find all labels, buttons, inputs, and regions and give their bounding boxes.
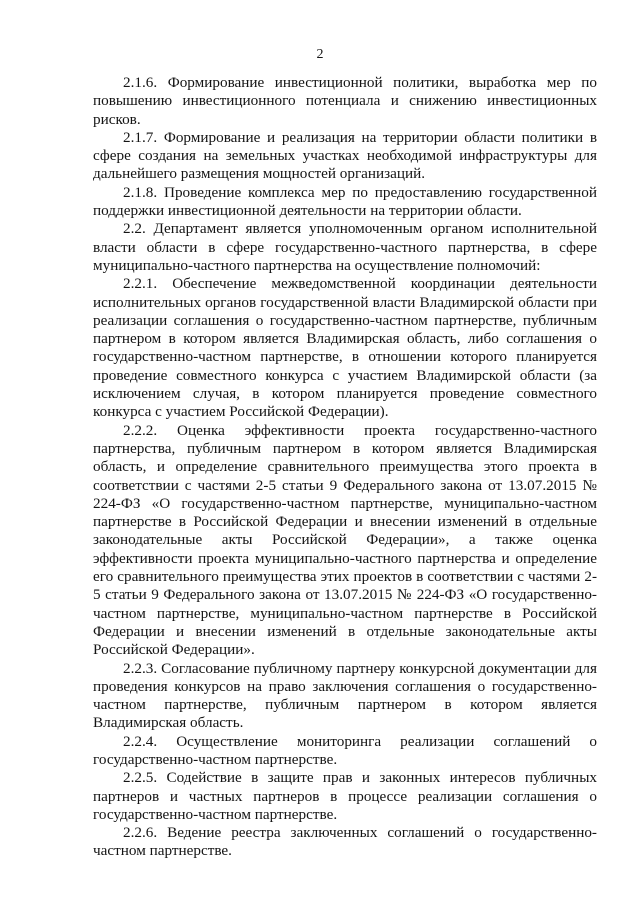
paragraph-2-2-6: 2.2.6. Ведение реестра заключенных соглашений о государственно-частном партнерстве. bbox=[93, 824, 597, 860]
paragraph-2-2-2: 2.2.2. Оценка эффективности проекта государственно-частного партнерства, публичным партнером в котором является Владимирская область, и определение сравнительного преимущества этого проекта в соответствии с частями 2-5 статьи 9 Федерального закона от 13.07.2015 № 224-ФЗ «О государственно-частном партнерстве, муниципально-частном партнерстве в Российской Федерации и внесении изменений в отдельные законодательные акты Российской Федерации», а также оценка эффективности проекта муниципально-частного партнерства и определение его сравнительного преимущества этих проектов в соответствии с частями 2-5 статьи 9 Федерального закона от 13.07.2015 № 224-ФЗ «О государственно-частном партнерстве, муниципально-частном партнерстве в Российской Федерации и внесении изменений в отдельные законодательные акты Российской Федерации». bbox=[93, 421, 597, 659]
paragraph-2-1-7: 2.1.7. Формирование и реализация на территории области политики в сфере создания на земельных участках необходимой инфраструктуры для дальнейшего размещения мощностей организаций. bbox=[93, 128, 597, 183]
page-number: 2 bbox=[316, 47, 324, 62]
paragraph-2-2-3: 2.2.3. Согласование публичному партнеру конкурсной документации для проведения конкурсов на право заключения соглашения о государственно-частном партнерстве, публичным партнером в котором является Владимирская область. bbox=[93, 659, 597, 732]
paragraph-2-2-5: 2.2.5. Содействие в защите прав и законных интересов публичных партнеров и частных партнеров в процессе реализации соглашения о государственно-частном партнерстве. bbox=[93, 769, 597, 823]
paragraph-2-2-1: 2.2.1. Обеспечение межведомственной координации деятельности исполнительных органов государственной власти Владимирской области при реализации соглашения о государственно-частном партнерстве, публичным партнером в котором является Владимирская область, либо соглашения о государственно-частном партнерстве, в отношении которого планируется проведение совместного конкурса с участием Владимирской области (за исключением случая, в котором планируется проведение совместного конкурса с участием Российской Федерации). bbox=[93, 275, 597, 421]
paragraph-2-2-4: 2.2.4. Осуществление мониторинга реализации соглашений о государственно-частном партнерстве. bbox=[93, 732, 597, 768]
document-body bbox=[93, 74, 597, 861]
paragraph-2-2: 2.2. Департамент является уполномоченным органом исполнительной власти области в сфере государственно-частного партнерства, в сфере муниципально-частного партнерства на осуществление полномочий: bbox=[93, 220, 597, 274]
paragraph-2-1-6: 2.1.6. Формирование инвестиционной политики, выработка мер по повышению инвестиционного потенциала и снижению инвестиционных рисков. bbox=[93, 74, 597, 128]
paragraph-2-1-8: 2.1.8. Проведение комплекса мер по предоставлению государственной поддержки инвестиционной деятельности на территории области. bbox=[93, 183, 597, 220]
